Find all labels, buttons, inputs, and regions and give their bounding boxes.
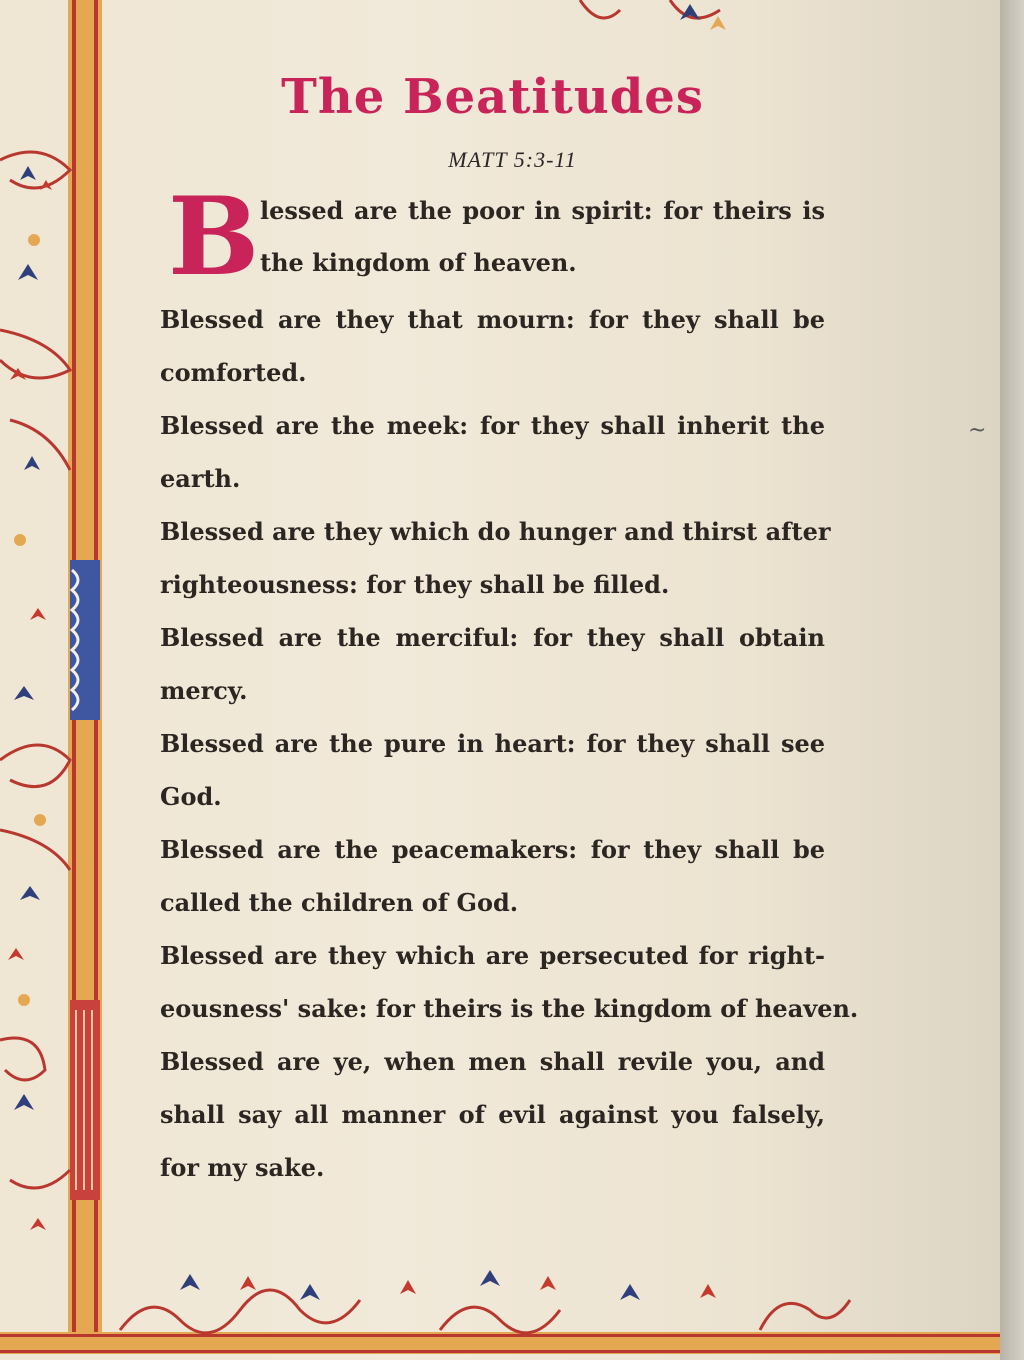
verse-8 — [160, 929, 859, 1035]
verse-4 — [160, 505, 831, 611]
verse-line: righteousness: for they shall be filled. — [160, 570, 670, 599]
verse-6 — [160, 717, 825, 823]
verse-line: earth. — [160, 464, 241, 493]
beatitudes-text — [160, 55, 859, 1194]
illuminated-initial-icon: B — [168, 174, 260, 300]
page-edge — [1000, 0, 1024, 1360]
top-floral-ornament-icon — [560, 0, 760, 45]
verse-line: eousness' sake: for theirs is the kingdom of heaven. — [160, 994, 859, 1023]
verse-7 — [160, 823, 825, 929]
illuminated-bottom-border-icon — [0, 1250, 1000, 1360]
verse-line: Blessed are they which do hunger and thirst after — [160, 517, 831, 546]
verse-line: lessed are the poor in spirit: for theirs is — [260, 196, 825, 225]
verse-line: Blessed are ye, when men shall revile you, and — [160, 1047, 825, 1076]
verse-3 — [160, 399, 825, 505]
verse-line: Blessed are they that mourn: for they shall be — [160, 305, 825, 334]
verse-line: Blessed are they which are persecuted for right- — [160, 941, 825, 970]
verse-line: the kingdom of heaven. — [260, 248, 577, 277]
verse-line: Blessed are the meek: for they shall inherit the — [160, 411, 825, 440]
verse-line: comforted. — [160, 358, 307, 387]
verse-line: shall say all manner of evil against you falsely, — [160, 1100, 825, 1129]
verse-5 — [160, 611, 825, 717]
illuminated-floral-border-icon — [0, 0, 110, 1340]
verse-9 — [160, 1035, 825, 1194]
page-title: The Beatitudes — [281, 69, 704, 125]
verse-line: for my sake. — [160, 1153, 325, 1182]
verse-line: God. — [160, 782, 222, 811]
verse-line: Blessed are the peacemakers: for they shall be — [160, 835, 825, 864]
verse-line: Blessed are the merciful: for they shall obtain — [160, 623, 825, 652]
verse-line: Blessed are the pure in heart: for they shall see — [160, 729, 825, 758]
verse-2 — [160, 293, 825, 399]
verse-1 — [160, 174, 825, 300]
verse-line: called the children of God. — [160, 888, 519, 917]
verse-line: mercy. — [160, 676, 248, 705]
scripture-reference: MATT 5:3-11 — [448, 147, 577, 172]
margin-mark-icon: ~ — [968, 418, 987, 443]
